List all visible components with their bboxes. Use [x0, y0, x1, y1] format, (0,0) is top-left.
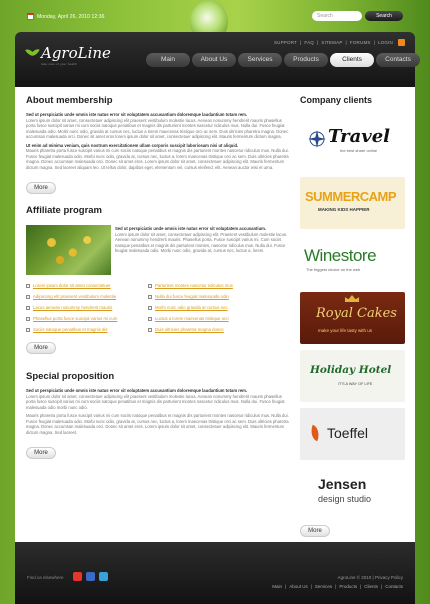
- clients-title: Company clients: [300, 95, 373, 105]
- link-sitemap[interactable]: SITEMAP: [321, 40, 343, 45]
- client-name: SUMMERCAMP: [305, 189, 397, 204]
- membership-text-1: Lorem ipsum dolor sit amet, consectetuer adipiscing elit praesent vestibulum molestie lacus. Aenean nonummy hendrerit mauris phasellus porta fusce suscipit varius mi cum sociis natoque penatibus et magnis dis parturient montes nascetur ridiculus mus. Nulla dui. Fusce feugiat malesuada odio. Morbi nunc odio, gravida at cursus nec, luctus a lorem maecenas tristique orci ac sem. Duis ultricies pharetra magna. Donec accumsan malesuada orci. Donec sit amet eros lorem ipsum dolor sit amet, consectetuer adipiscing elit. Mauris fermentum dictum magna.: [26, 117, 289, 139]
- client-tagline: The biggest choice on the web: [306, 267, 361, 272]
- membership-text-2: Mauris pharetra porta fusce suscipit varius mi cum sociis natoque penatibus et magnis dis parturient montes nascetur ridiculus mus. Nulla dui. Fusce feugiat malesuada odio. Morbi nunc odio, gravida at, cursus nec, luctus a, lorem maecenas tristique orci ac sem. Duis ultricies pharetra magna. Donec accumsan malesuada orci. Donec sit amet eros. Lorem ipsum dolor sit amet, consectetuer adipiscing elit. Mauris fermentum dictum magna. Sed laoreet aliquam leo. Ut tellus dolor, dapibus eget, elementum vel, cursus eleifend, elit. Aenean auctor wisi et urna.: [26, 148, 289, 170]
- client-name: Royal Cakes: [316, 306, 397, 321]
- social-icon-1[interactable]: [73, 572, 82, 581]
- special-section: [26, 371, 290, 459]
- membership-lead-2: Ut enim ad minima veniam, quis nostrum exercitationem ullam corporis suscipit laboriosam nisi ut aliquid.: [26, 142, 239, 148]
- client-logo-winestore[interactable]: [300, 235, 405, 287]
- list-item[interactable]: Lacus aenean nonummy hendrerit mauris: [26, 302, 117, 313]
- site-footer: [15, 542, 415, 604]
- separator: |: [310, 584, 312, 589]
- footer-link-contacts[interactable]: Contacts: [385, 584, 403, 589]
- leaf-icon: [27, 48, 39, 58]
- client-logo-travel[interactable]: [300, 116, 405, 168]
- affiliate-more-button[interactable]: More: [26, 342, 56, 354]
- link-forums[interactable]: FORUMS: [349, 40, 371, 45]
- date-text: Monday, April 26, 2010 12:36: [37, 13, 105, 20]
- client-logo-toeffel[interactable]: [300, 408, 405, 460]
- affiliate-links-left: [26, 280, 117, 335]
- bullet-arrow-icon: [148, 284, 152, 288]
- membership-lead: Sed ut perspiciatis unde omnis iste natus error sit voluptatem accusantium doloremque laudantium totam rem.: [26, 112, 248, 117]
- affiliate-section: [26, 205, 290, 365]
- logo-tagline: take care of your health: [41, 62, 78, 66]
- nav-contacts[interactable]: Contacts: [376, 53, 420, 67]
- bullet-arrow-icon: [148, 328, 152, 332]
- client-tagline: IT'S A WAY OF LIFE: [338, 382, 373, 386]
- leaf-icon: [308, 425, 322, 442]
- site-header: [15, 32, 415, 87]
- content-panel: [15, 87, 415, 542]
- nav-products[interactable]: Products: [284, 53, 328, 67]
- special-lead: Sed ut perspiciatis unde omnis iste natus error sit voluptatem accusantium doloremque laudantium totam rem.: [26, 388, 248, 393]
- list-item[interactable]: Parturient montes nascetur ridiculus mus: [148, 280, 233, 291]
- list-item[interactable]: Morbi nunc odio gravida at cursus nec: [148, 302, 233, 313]
- list-item[interactable]: Lorem ipsum dolor sit amet consectetuer: [26, 280, 117, 291]
- client-name: Travel: [328, 126, 390, 147]
- site-logo[interactable]: [27, 46, 111, 66]
- calendar-icon: [27, 13, 34, 20]
- client-name: Jensen: [318, 476, 367, 492]
- separator: |: [345, 40, 347, 45]
- separator: |: [300, 40, 302, 45]
- separator: |: [360, 584, 362, 589]
- affiliate-lead: Sed ut perspiciatis unde omnis iste natus error sit voluptatem accusantium.: [115, 226, 267, 231]
- bullet-arrow-icon: [26, 306, 30, 310]
- main-nav: [146, 53, 420, 67]
- link-support[interactable]: SUPPORT: [273, 40, 298, 45]
- nav-services[interactable]: Services: [238, 53, 282, 67]
- search-input[interactable]: Search: [312, 11, 362, 21]
- client-logo-jensen[interactable]: [300, 466, 405, 518]
- clients-more-button[interactable]: More: [300, 525, 330, 537]
- client-tagline: MAKING KIDS HAPPIER: [318, 207, 370, 212]
- special-more-button[interactable]: More: [26, 447, 56, 459]
- nav-clients[interactable]: Clients: [330, 53, 374, 67]
- logo-text: AgroLine: [41, 44, 111, 62]
- special-title: Special proposition: [26, 371, 115, 382]
- footer-link-clients[interactable]: Clients: [364, 584, 379, 589]
- lemon-tree-photo: [26, 225, 111, 275]
- search-button[interactable]: Search: [365, 11, 403, 21]
- separator: |: [381, 584, 383, 589]
- bullet-arrow-icon: [26, 328, 30, 332]
- footer-nav: [272, 584, 403, 589]
- list-item[interactable]: Sociis natoque penatibus et magnis dis: [26, 324, 117, 335]
- separator: |: [317, 40, 319, 45]
- bullet-arrow-icon: [148, 317, 152, 321]
- separator: |: [285, 584, 287, 589]
- find-us-label: Find us elsewhere: [27, 575, 64, 580]
- client-logo-holiday-hotel[interactable]: [300, 350, 405, 402]
- copyright-text: AgroLine © 2010 | Privacy Policy: [337, 575, 403, 580]
- bullet-arrow-icon: [26, 295, 30, 299]
- client-tagline: make your life tasty with us: [318, 328, 373, 333]
- bullet-arrow-icon: [26, 317, 30, 321]
- special-text-1: Lorem ipsum dolor sit amet, consectetuer adipiscing elit praesent vestibulum molestie lacus. Aenean nonummy hendrerit mauris phasellus porta fusce suscipit varius mi cum sociis natoque penatibus et magnis dis parturient montes nascetur ridiculus mus. Nulla dui. Fusce feugiat malesuada odio morbi nunc odio.: [26, 393, 285, 410]
- membership-title: About membership: [26, 95, 113, 106]
- social-icon-3[interactable]: [99, 572, 108, 581]
- client-name: Holiday Hotel: [310, 364, 392, 376]
- separator: |: [373, 40, 375, 45]
- rss-icon[interactable]: [398, 39, 405, 46]
- footer-link-main[interactable]: Main: [272, 584, 283, 589]
- affiliate-title: Affiliate program: [26, 205, 103, 216]
- list-item[interactable]: Nulla dui fusce feugiat malesuada odio: [148, 291, 233, 302]
- affiliate-text: Lorem ipsum dolor sit amet, consectetuer adipiscing elit. Praesent vestibulum molestie lacus. Aenean nonummy hendrerit mauris. Phasellus porta. Fusce suscipit varius mi. Cum sociis natoque penatibus et magnis dis parturient montes, nascetur ridiculus mus. Nulla dui. Fusce feugiat malesuada odio. Morbi nunc odio, gravida at, cursus nec, luctus a, lorem.: [115, 231, 288, 253]
- bullet-arrow-icon: [148, 306, 152, 310]
- client-tagline: the best share online: [340, 148, 378, 153]
- client-logo-summercamp[interactable]: [300, 177, 405, 229]
- client-logo-royal-cakes[interactable]: [300, 292, 405, 344]
- crown-icon: [345, 295, 359, 302]
- main-column: [26, 95, 290, 459]
- bullet-arrow-icon: [26, 284, 30, 288]
- nav-about-us[interactable]: About Us: [192, 53, 236, 67]
- footer-link-about-us[interactable]: About Us: [289, 584, 308, 589]
- client-tagline: design studio: [318, 494, 372, 504]
- membership-more-button[interactable]: More: [26, 182, 56, 194]
- top-bar: [0, 0, 430, 32]
- special-text-2: Mauris pharetra porta fusce suscipit varius mi cum sociis natoque penatibus et magnis dis parturient montes nascetur ridiculus mus. Nulla dui. Fusce feugiat malesuada odio. Morbi nunc odio, gravida at, cursus nec, luctus a, lorem maecenas tristique orci ac sem. Duis ultricies pharetra magna. Donec accumsan malesuada orci. Donec sit amet eros. Lorem ipsum dolor sit amet, consectetuer adipiscing elit. Mauris fermentum dictum magna. Sed laoreet.: [26, 413, 289, 435]
- date-display: [27, 12, 104, 21]
- utility-links: [274, 40, 393, 45]
- nav-main[interactable]: Main: [146, 53, 190, 67]
- footer-link-products[interactable]: Products: [339, 584, 358, 589]
- client-name: Toeffel: [327, 425, 368, 441]
- social-icon-2[interactable]: [86, 572, 95, 581]
- list-item[interactable]: Adipiscing elit praesent vestibulum molestie: [26, 291, 117, 302]
- separator: |: [335, 584, 337, 589]
- list-item[interactable]: Duis ultricies pharetra magna donec: [148, 324, 233, 335]
- list-item[interactable]: Phasellus porta fusce suscipit varius mi cum: [26, 313, 117, 324]
- link-login[interactable]: LOGIN: [377, 40, 393, 45]
- affiliate-links-right: [148, 280, 233, 335]
- clients-sidebar: [300, 95, 406, 534]
- bullet-arrow-icon: [148, 295, 152, 299]
- list-item[interactable]: Luctus a lorem maecenas tristique orci: [148, 313, 233, 324]
- footer-link-services[interactable]: Services: [314, 584, 333, 589]
- client-name: Winestore: [304, 246, 377, 265]
- link-faq[interactable]: FAQ: [304, 40, 314, 45]
